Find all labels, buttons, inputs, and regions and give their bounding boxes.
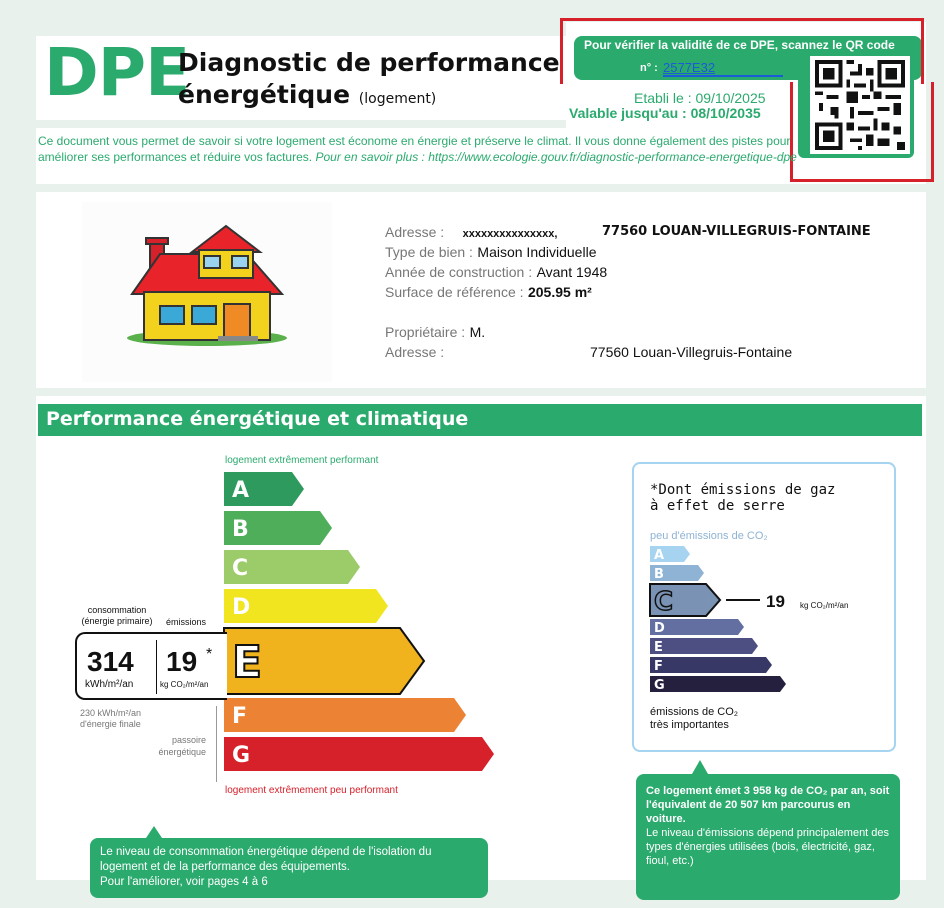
ges-unit: kg CO₂/m²/an (800, 601, 849, 610)
type-value: Maison Individuelle (477, 244, 597, 260)
ges-value: 19 (766, 592, 785, 611)
page-title-main: énergétique (178, 80, 351, 109)
energy-top-label: logement extrêmement performant (225, 455, 379, 466)
passoire-1: passoire (171, 735, 206, 745)
ges-class-e-bar (650, 638, 758, 654)
ges-class-a-label: A (654, 548, 665, 563)
emissions-value: 19 (166, 646, 198, 677)
ges-bottom-label-1: émissions de CO₂ (650, 706, 739, 718)
ges-class-c-label: C (654, 587, 674, 617)
page-title-line2 (178, 82, 436, 107)
energy-class-g-bar (224, 737, 494, 771)
type-row (385, 244, 596, 262)
energy-class-g-label: G (232, 743, 251, 768)
etabli-date: Etabli le : 09/10/2025 (634, 90, 766, 106)
passoire-2: énergétique (158, 747, 206, 757)
address-label: Adresse : (385, 224, 445, 240)
intro-text (38, 133, 798, 165)
surface-value: 205.95 m² (527, 284, 592, 300)
address-city: 77560 LOUAN-VILLEGRUIS-FONTAINE (602, 224, 871, 239)
left-callout-2: Pour l'améliorer, voir pages 4 à 6 (100, 876, 268, 888)
right-callout-2: Le niveau d'émissions dépend principalement des types d'énergies utilisées (bois, électricité, gaz, fioul, etc.) (646, 827, 890, 867)
performance-title: Performance énergétique et climatique (46, 408, 469, 430)
house-icon (82, 202, 332, 382)
ges-class-e-label: E (654, 640, 663, 655)
energy-scale (220, 466, 500, 786)
final-energy (80, 708, 141, 730)
owner-address-value: 77560 Louan-Villegruis-Fontaine (590, 344, 793, 360)
emissions-header: émissions (166, 617, 207, 627)
energy-class-f-bar (224, 698, 466, 732)
energy-class-b-label: B (232, 517, 249, 542)
owner-value: M. (469, 324, 486, 340)
surface-label: Surface de référence : (385, 284, 524, 300)
conso-unit: kWh/m²/an (85, 679, 134, 690)
address-row (385, 224, 557, 242)
qr-instruction: Pour vérifier la validité de ce DPE, scannez le QR code (584, 38, 895, 52)
owner-label: Propriétaire : (385, 324, 466, 340)
owner-address-row (385, 344, 444, 362)
owner-address-label: Adresse : (385, 344, 445, 360)
energy-class-a-label: A (232, 478, 250, 503)
ges-scale (648, 544, 888, 704)
energy-bottom-label: logement extrêmement peu performant (225, 785, 398, 796)
left-callout-1: Le niveau de consommation énergétique dépend de l'isolation du logement et de la performance des équipements. (100, 846, 432, 873)
ges-top-label: peu d'émissions de CO₂ (650, 530, 768, 542)
type-label: Type de bien : (385, 244, 473, 260)
ges-bottom-label-2: très importantes (650, 719, 729, 731)
dpe-logo: DPE (44, 34, 190, 111)
right-callout-pointer (692, 760, 708, 774)
ges-class-f-label: F (654, 659, 663, 674)
year-row (385, 264, 607, 282)
final-energy-2: d'énergie finale (80, 719, 141, 729)
ges-class-g-bar (650, 676, 786, 692)
conso-divider (156, 640, 157, 694)
page-title-suffix: (logement) (358, 91, 437, 107)
ges-class-d-label: D (654, 621, 665, 636)
energy-class-e-label: E (232, 637, 263, 688)
conso-header-1: consommation (87, 605, 147, 615)
conso-value: 314 (87, 646, 134, 677)
energy-class-f-label: F (232, 704, 248, 729)
page-title-line1: Diagnostic de performance (178, 48, 560, 77)
ges-star-title (650, 482, 835, 514)
emissions-unit: kg CO₂/m²/an (160, 680, 209, 689)
ges-star-title-1: *Dont émissions de gaz (650, 482, 836, 498)
ges-class-f-bar (650, 657, 772, 673)
ges-star-title-2: à effet de serre (650, 498, 785, 514)
intro-link[interactable]: Pour en savoir plus : https://www.ecologie.gouv.fr/diagnostic-performance-energetique-dpe (315, 150, 797, 164)
highlight-bottom (790, 82, 934, 182)
ges-class-b-label: B (654, 567, 664, 582)
valable-date: Valable jusqu'au : 08/10/2035 (569, 105, 761, 121)
surface-row (385, 284, 592, 302)
conso-header-2: (énergie primaire) (81, 616, 153, 626)
dpe-number-label: n° : (640, 62, 658, 74)
owner-row (385, 324, 485, 342)
left-callout (90, 838, 488, 898)
left-callout-pointer (146, 826, 162, 838)
energy-class-c-label: C (232, 556, 249, 581)
year-label: Année de construction : (385, 264, 533, 280)
emissions-star: * (206, 646, 213, 663)
final-energy-1: 230 kWh/m²/an (80, 708, 142, 718)
energy-class-d-label: D (232, 595, 251, 620)
highlight-top (560, 18, 924, 84)
right-callout-1: Ce logement émet 3 958 kg de CO₂ par an, soit l'équivalent de 20 507 km parcourus en voiture. (646, 785, 890, 825)
passoire-label (148, 734, 206, 758)
intro-body: Ce document vous permet de savoir si votre logement est économe en énergie et préserve le climat. Il vous donne également des pistes pour améliorer ses performances et réduire vos factures. (38, 134, 791, 164)
dpe-number-link[interactable]: 2577E32 (663, 60, 783, 77)
conso-header (77, 605, 157, 627)
right-callout (636, 774, 900, 900)
address-value: xxxxxxxxxxxxxxx, (462, 228, 558, 240)
year-value: Avant 1948 (536, 264, 608, 280)
passoire-divider (216, 706, 217, 782)
ges-class-g-label: G (654, 678, 665, 693)
ges-bottom-label (650, 706, 738, 732)
